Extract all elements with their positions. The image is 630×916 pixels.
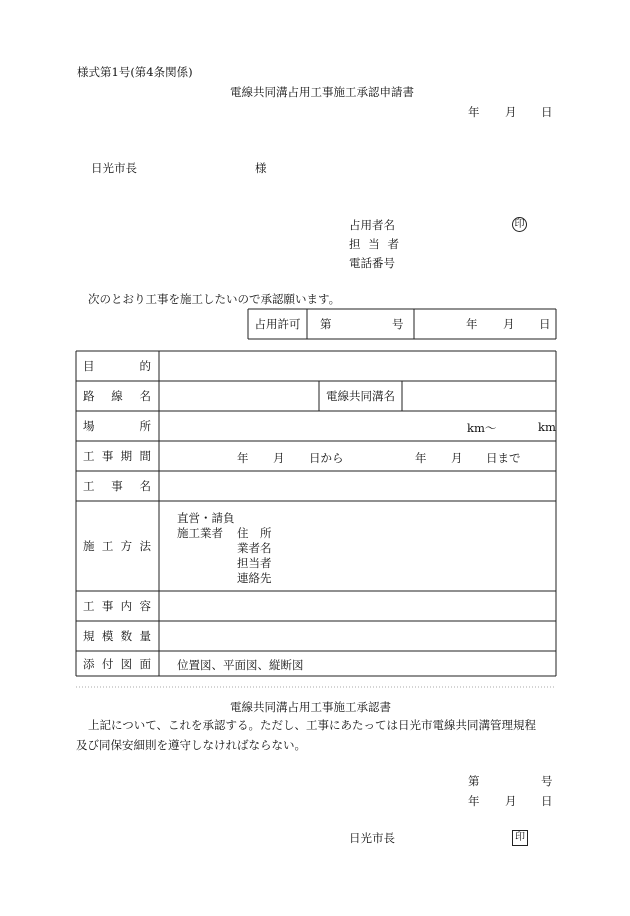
period-from-year: 年: [237, 451, 249, 465]
period-from-day: 日から: [309, 451, 344, 465]
form-number: 様式第1号(第4条関係): [77, 65, 193, 79]
attached-drawings-label: 添 付 図 面: [83, 656, 151, 671]
date-day: 日: [541, 105, 553, 119]
work-content-label: 工 事 内 容: [83, 599, 151, 613]
method-direct-contract: 直営・請負: [177, 511, 235, 525]
seal-icon: 印: [512, 217, 527, 232]
addressee-honorific: 様: [255, 161, 267, 175]
seal-icon: 印: [512, 830, 528, 846]
route-name-label: 路 線 名: [83, 389, 151, 403]
method-company-label: 業者名: [237, 541, 272, 555]
method-person-label: 担当者: [237, 556, 272, 570]
document-title: 電線共同溝占用工事施工承認申請書: [230, 85, 414, 99]
phone-number-label: 電話番号: [349, 256, 395, 270]
permit-go: 号: [392, 317, 404, 331]
approval-month: 月: [505, 794, 517, 808]
place-km-from: km〜: [467, 421, 497, 435]
work-name-label: 工 事 名: [83, 479, 151, 493]
date-year: 年: [468, 105, 480, 119]
approval-day: 日: [541, 794, 553, 808]
purpose-label: 目 的: [83, 359, 151, 373]
permit-label: 占用許可: [254, 317, 301, 331]
period-to-day: 日まで: [486, 451, 521, 465]
place-km-to: km: [538, 420, 556, 434]
method-contractor-label: 施工業者: [177, 526, 223, 540]
approval-dai: 第: [468, 774, 480, 788]
addressee-name: 日光市長: [91, 161, 137, 175]
approval-title: 電線共同溝占用工事施工承認書: [230, 700, 391, 714]
scale-quantity-label: 規 模 数 量: [83, 629, 151, 643]
period-to-month: 月: [451, 451, 463, 465]
place-label: 場 所: [83, 419, 151, 433]
approval-seal: [512, 829, 528, 846]
permit-day: 日: [539, 317, 551, 331]
date-month: 月: [505, 105, 517, 119]
occupant-name-label: 占用者名: [349, 218, 395, 232]
person-in-charge-label: 担 当 者: [349, 237, 399, 251]
permit-dai: 第: [320, 317, 332, 331]
period-from-month: 月: [273, 451, 285, 465]
approval-year: 年: [468, 794, 480, 808]
period-to-year: 年: [415, 451, 427, 465]
approval-mayor: 日光市長: [349, 831, 395, 845]
conduit-name-label: 電線共同溝名: [326, 389, 395, 403]
period-label: 工 事 期 間: [83, 449, 151, 463]
intro-text: 次のとおり工事を施工したいので承認願います。: [88, 292, 341, 306]
method-address-label: 住 所: [237, 526, 272, 540]
approval-text-line2: 及び同保安細則を遵守しなければならない。: [76, 738, 306, 752]
method-contact-label: 連絡先: [237, 571, 272, 585]
permit-month: 月: [503, 317, 515, 331]
approval-go: 号: [541, 774, 553, 788]
attached-drawings-value: 位置図、平面図、縦断図: [177, 658, 304, 672]
approval-text-line1: 上記について、これを承認する。ただし、工事にあたっては日光市電線共同溝管理規程: [88, 718, 537, 732]
permit-year: 年: [466, 317, 478, 331]
construction-method-label: 施 工 方 法: [83, 539, 151, 553]
